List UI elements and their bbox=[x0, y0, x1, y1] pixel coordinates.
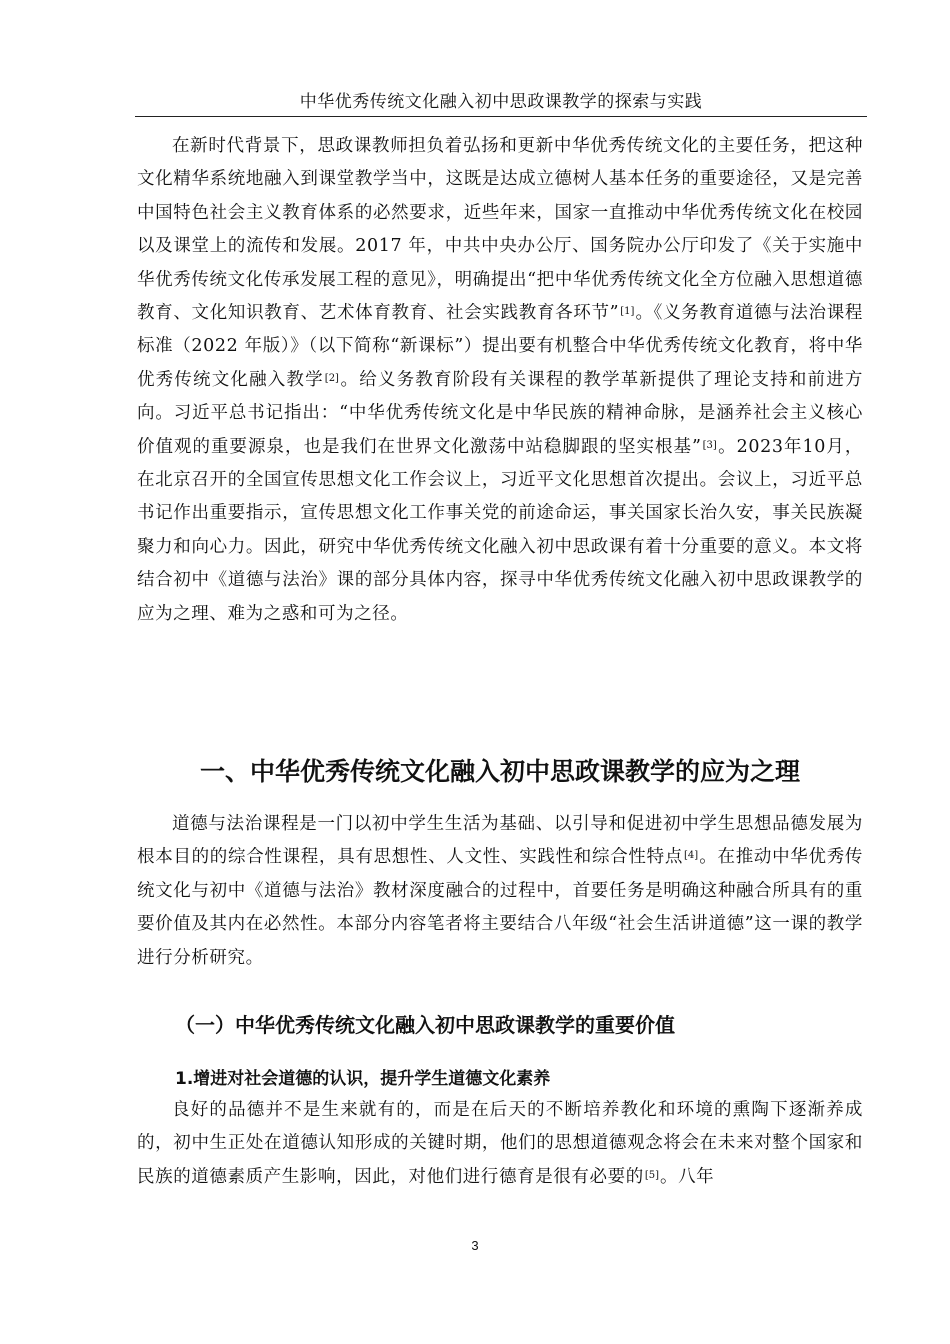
section1-paragraph bbox=[137, 808, 863, 975]
text-run: 。在推动中华优秀传统文化与初中《道德与法治》教材深度融合的过程中，首要任务是明确这种融合所具有的重要价值及其内在必然性。本部分内容笔者将主要结合八年级“社会生活讲道德”这一课的教学进行分析研究。 bbox=[137, 847, 863, 968]
section1-block bbox=[137, 808, 863, 975]
point-heading: 1.增进对社会道德的认识，提升学生道德文化素养 bbox=[175, 1069, 551, 1089]
point1-block bbox=[137, 1094, 863, 1194]
header-rule bbox=[135, 116, 867, 117]
subsection-heading: （一）中华优秀传统文化融入初中思政课教学的重要价值 bbox=[175, 1013, 675, 1037]
section-heading: 一、中华优秀传统文化融入初中思政课教学的应为之理 bbox=[199, 757, 800, 786]
text-run: 。《义务教育道德与法治课程标准（2022 年版）》（以下简称“新课标”）提出要有机整合中华优秀传统文化教育，将中华优秀传统文化融入教学 bbox=[137, 303, 863, 390]
running-header: 中华优秀传统文化融入初中思政课教学的探索与实践 bbox=[299, 92, 703, 112]
text-run: 。八年 bbox=[659, 1166, 715, 1187]
citation-ref: [3] bbox=[702, 439, 717, 451]
citation-ref: [5] bbox=[644, 1169, 659, 1181]
text-run: 。2023年10月，在北京召开的全国宣传思想文化工作会议上，习近平文化思想首次提出。会议上，习近平总书记作出重要指示，宣传思想文化工作事关党的前途命运，事关国家长治久安，事关民族凝聚力和向心力。因此，研究中华优秀传统文化融入初中思政课有着十分重要的意义。本文将结合初中《道德与法治》课的部分具体内容，探寻中华优秀传统文化融入初中思政课教学的应为之理、难为之惑和可为之径。 bbox=[137, 436, 863, 624]
intro-block bbox=[137, 130, 863, 631]
text-run: 在新时代背景下，思政课教师担负着弘扬和更新中华优秀传统文化的主要任务，把这种文化精华系统地融入到课堂教学当中，这既是达成立德树人基本任务的重要途径，又是完善中国特色社会主义教育体系的必然要求，近些年来，国家一直推动中华优秀传统文化在校园以及课堂上的流传和发展。2017 年，中共中央办公厅、国务院办公厅印发了《关于实施中华优秀传统文化传承发展工程的意见》，明确提出“把中华优秀传统文化全方位融入思想道德教育、文化知识教育、艺术体育教育、社会实践教育各环节” bbox=[137, 136, 863, 324]
citation-ref: [1] bbox=[620, 306, 635, 318]
text-run: 道德与法治课程是一门以初中学生生活为基础、以引导和促进初中学生思想品德发展为根本目的的综合性课程，具有思想性、人文性、实践性和综合性特点 bbox=[137, 814, 863, 868]
citation-ref: [2] bbox=[324, 372, 339, 384]
page-number: 3 bbox=[471, 1238, 479, 1253]
intro-paragraph bbox=[137, 130, 863, 631]
text-run: 。给义务教育阶段有关课程的教学革新提供了理论支持和前进方向。习近平总书记指出：“中华优秀传统文化是中华民族的精神命脉，是涵养社会主义核心价值观的重要源泉，也是我们在世界文化激荡中站稳脚跟的坚实根基” bbox=[137, 369, 863, 457]
point1-paragraph bbox=[137, 1094, 863, 1194]
citation-ref: [4] bbox=[684, 850, 699, 862]
text-run: 良好的品德并不是生来就有的，而是在后天的不断培养教化和环境的熏陶下逐渐养成的，初中生正处在道德认知形成的关键时期，他们的思想道德观念将会在未来对整个国家和民族的道德素质产生影响，因此，对他们进行德育是很有必要的 bbox=[137, 1100, 863, 1187]
